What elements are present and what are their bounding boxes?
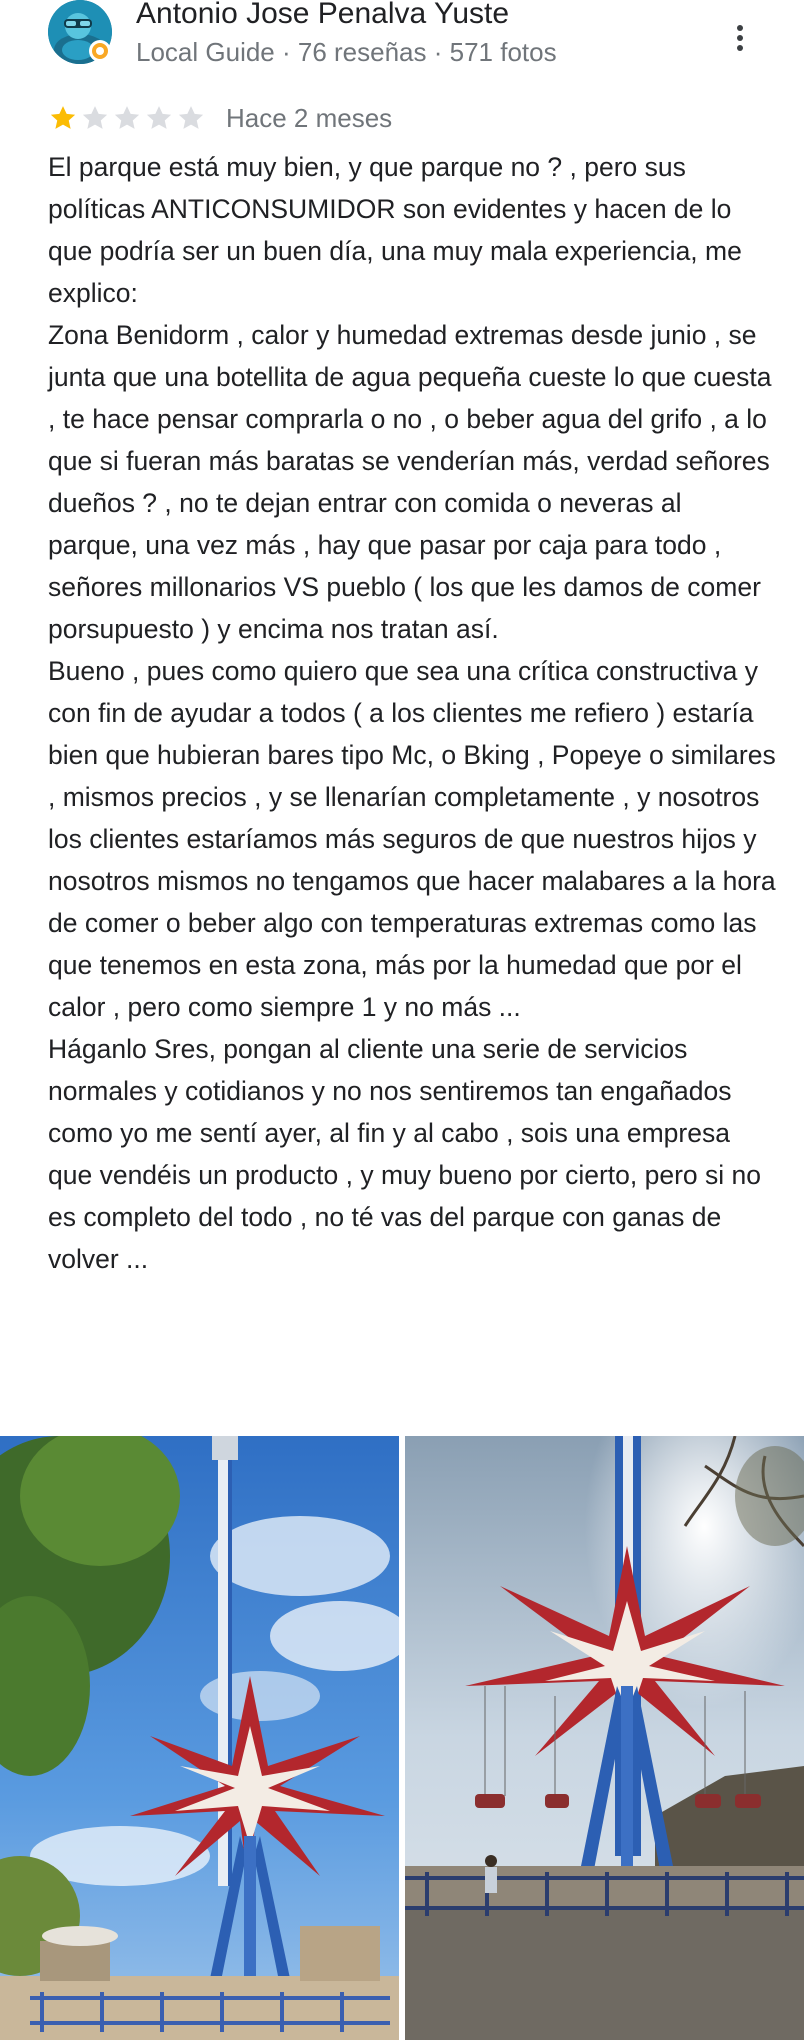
- review-photo-2[interactable]: [405, 1436, 804, 2040]
- author-name[interactable]: Antonio Jose Penalva Yuste: [136, 0, 510, 30]
- star-empty-icon: [176, 103, 206, 133]
- star-empty-icon: [80, 103, 110, 133]
- local-guide-badge-icon: [89, 40, 111, 62]
- review-date: Hace 2 meses: [226, 102, 393, 133]
- review-photo-1[interactable]: [0, 1436, 399, 2040]
- review-header: [0, 0, 804, 70]
- review-text: El parque está muy bien, y que parque no ? , pero sus políticas ANTICONSUMIDOR son evidentes y hacen de lo que podría ser un buen día, una muy mala experiencia, me explico: Zona Benidorm , calor y humedad extremas desde junio , se junta que una botellita de agua pequeña cueste lo que cuesta , te hace pensar comprarla o no , o beber agua del grifo , a lo que si fueran más baratas se venderían más, verdad señores dueños ? , no te dejan entrar con comida o neveras al parque, una vez más , hay que pasar por caja para todo , señores millonarios VS pueblo ( los que les damos de comer porsupuesto ) y encima nos tratan así. Bueno , pues como quiero que sea una crítica constructiva y con fin de ayudar a todos ( a los clientes me refiero ) estaría bien que hubieran bares tipo Mc, o Bking , Popeye o similares , mismos precios , y se llenarían completamente , y nosotros los clientes estaríamos más seguros de que nuestros hijos y nosotros mismos no tengamos que hacer malabares a la hora de comer o beber algo con temperaturas extremas como las que tenemos en esta zona, más por la humedad que por el calor , pero como siempre 1 y no más ... Háganlo Sres, pongan al cliente una serie de servicios normales y cotidianos y no nos sentiremos tan engañados como yo me sentí ayer, al fin y al cabo , sois una empresa que vendéis un producto , y muy bueno por cierto, pero si no es completo del todo , no té vas del parque con ganas de volver ...: [48, 152, 776, 1274]
- swing-ride-tower-photo: [0, 1436, 399, 2040]
- more-vert-icon[interactable]: [718, 18, 762, 58]
- author-meta: Local Guide · 76 reseñas · 571 fotos: [136, 37, 557, 67]
- star-rating: [48, 103, 206, 133]
- rating-row: [48, 100, 392, 136]
- star-empty-icon: [112, 103, 142, 133]
- star-empty-icon: [144, 103, 174, 133]
- star-filled-icon: [48, 103, 78, 133]
- swing-ride-closeup-photo: [405, 1436, 804, 2040]
